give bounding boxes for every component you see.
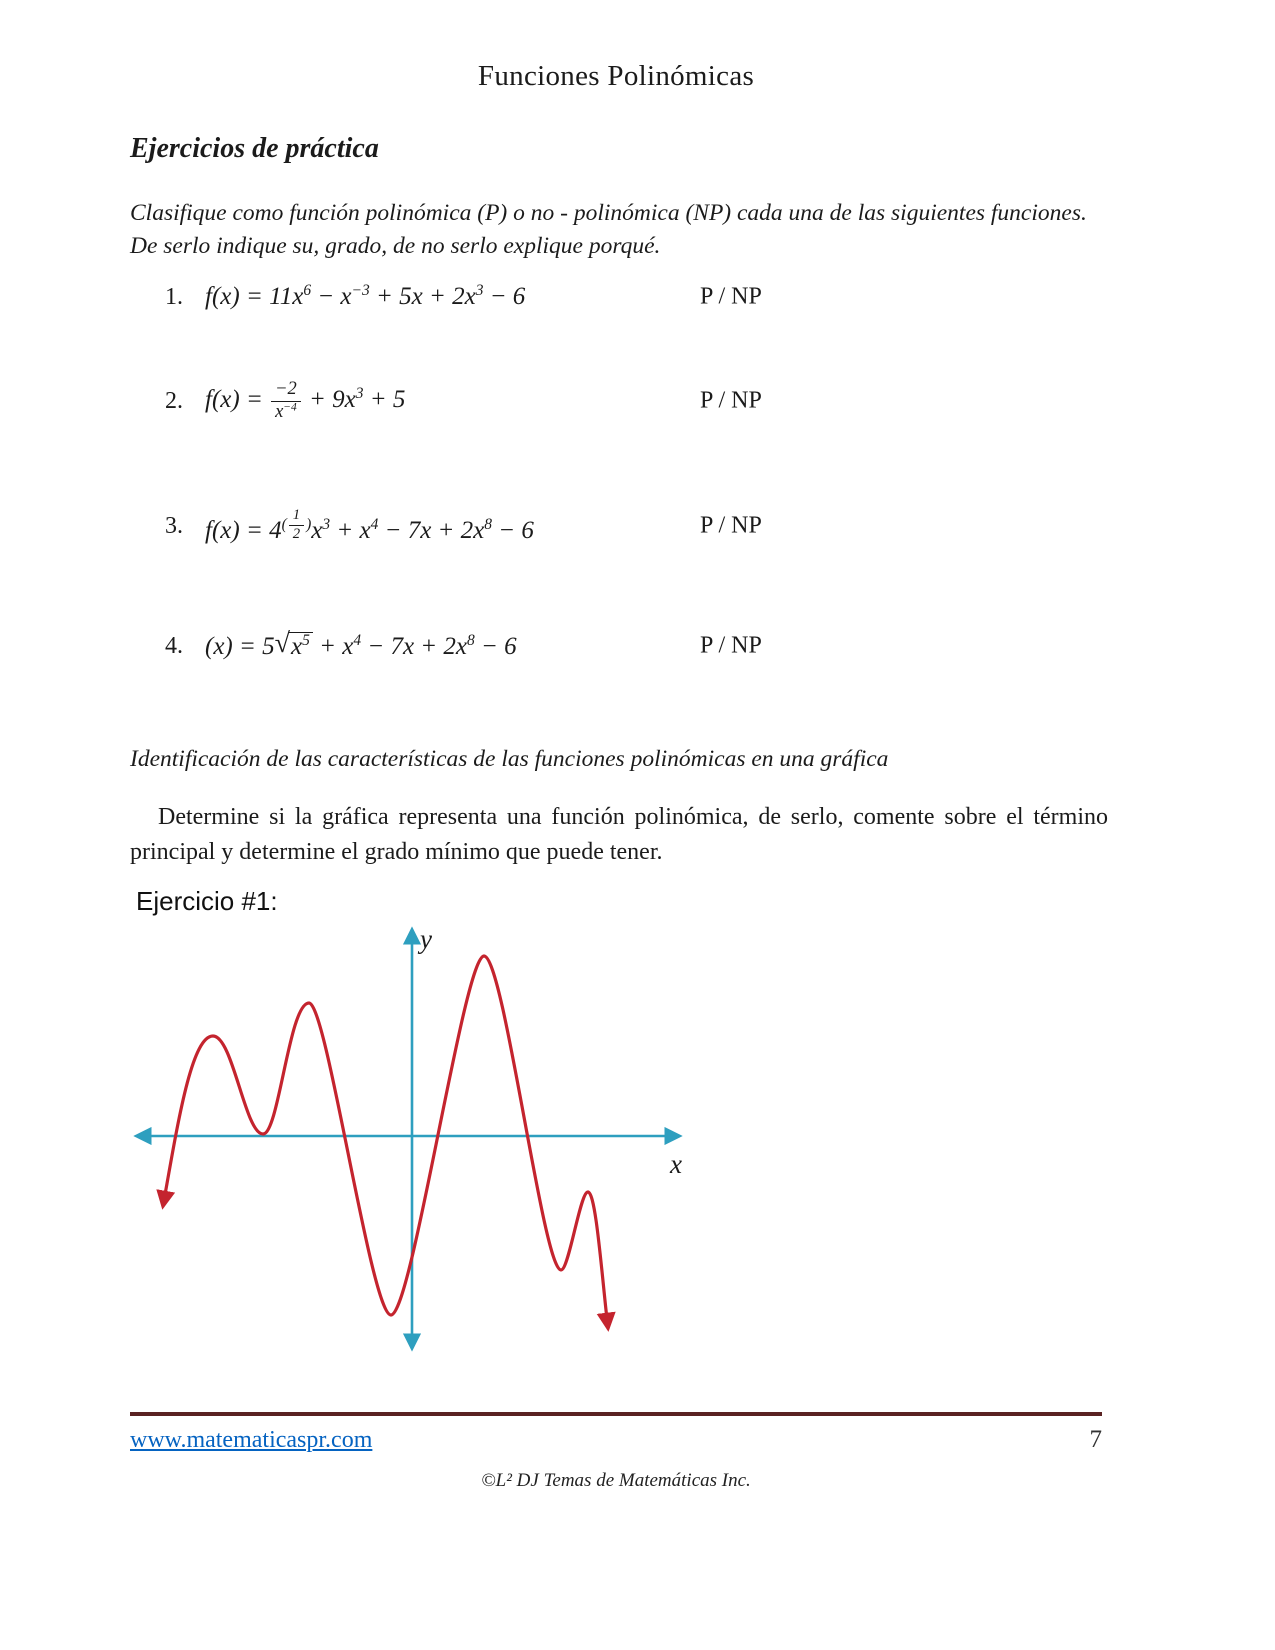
footer-rule bbox=[130, 1412, 1102, 1416]
instructions bbox=[130, 197, 1120, 264]
problem-number: 4. bbox=[165, 632, 183, 659]
problem-formula: f(x) = $\frac{-2}{x^{-4}}$ + $9x^3 + 5$ bbox=[205, 379, 406, 422]
polynomial-curve bbox=[163, 956, 608, 1328]
instructions-line1: Clasifique como función polinómica (P) o no - polinómica (NP) cada una de las siguientes funciones. bbox=[130, 200, 1087, 226]
problem-row-4 bbox=[165, 627, 1145, 661]
practice-heading: Ejercicios de práctica bbox=[130, 133, 379, 164]
copyright-line: ©L² DJ Temas de Matemáticas Inc. bbox=[481, 1470, 751, 1491]
website-link[interactable]: www.matematicaspr.com bbox=[130, 1427, 373, 1453]
graph-canvas bbox=[125, 918, 695, 1363]
problem-number: 3. bbox=[165, 512, 183, 539]
p-np-choice: P / NP bbox=[700, 387, 762, 414]
problem-row-1 bbox=[165, 282, 1145, 311]
instructions-line2: De serlo indique su, grado, de no serlo explique porqué. bbox=[130, 233, 661, 260]
problem-number: 1. bbox=[165, 283, 183, 310]
p-np-choice: P / NP bbox=[700, 632, 762, 659]
problem-formula: $f(x) = 11x^6 - x^{-3} + 5x + 2x^3 - 6$ bbox=[205, 282, 526, 311]
page-title: Funciones Polinómicas bbox=[477, 60, 755, 92]
exercise-label: Ejercicio #1: bbox=[136, 886, 278, 916]
problem-row-3 bbox=[165, 508, 1145, 545]
page-number: 7 bbox=[1089, 1426, 1102, 1453]
graph-section-heading: Identificación de las características de las funciones polinómicas en una gráfica bbox=[130, 746, 889, 772]
footer bbox=[130, 1426, 1102, 1454]
problem-row-2 bbox=[165, 380, 1145, 423]
problem-number: 2. bbox=[165, 387, 183, 414]
p-np-choice: P / NP bbox=[700, 512, 762, 539]
y-axis-label: y bbox=[420, 924, 432, 954]
determine-paragraph: Determine si la gráfica representa una función polinómica, de serlo, comente sobre el término principal y determine el grado mínimo que puede tener. bbox=[130, 804, 1108, 866]
problem-formula: (x) = 5 √ $x^5$ + $x^4 - 7x + 2x^8 - 6$ bbox=[205, 627, 517, 660]
p-np-choice: P / NP bbox=[700, 283, 762, 310]
x-axis-label: x bbox=[670, 1149, 682, 1179]
polynomial-graph-figure bbox=[125, 918, 695, 1363]
problem-formula: $f(x) = 4^{( \frac{1}{2} )}x^3 + x^4 - 7x + 2x^8 - 6$ bbox=[205, 507, 534, 544]
